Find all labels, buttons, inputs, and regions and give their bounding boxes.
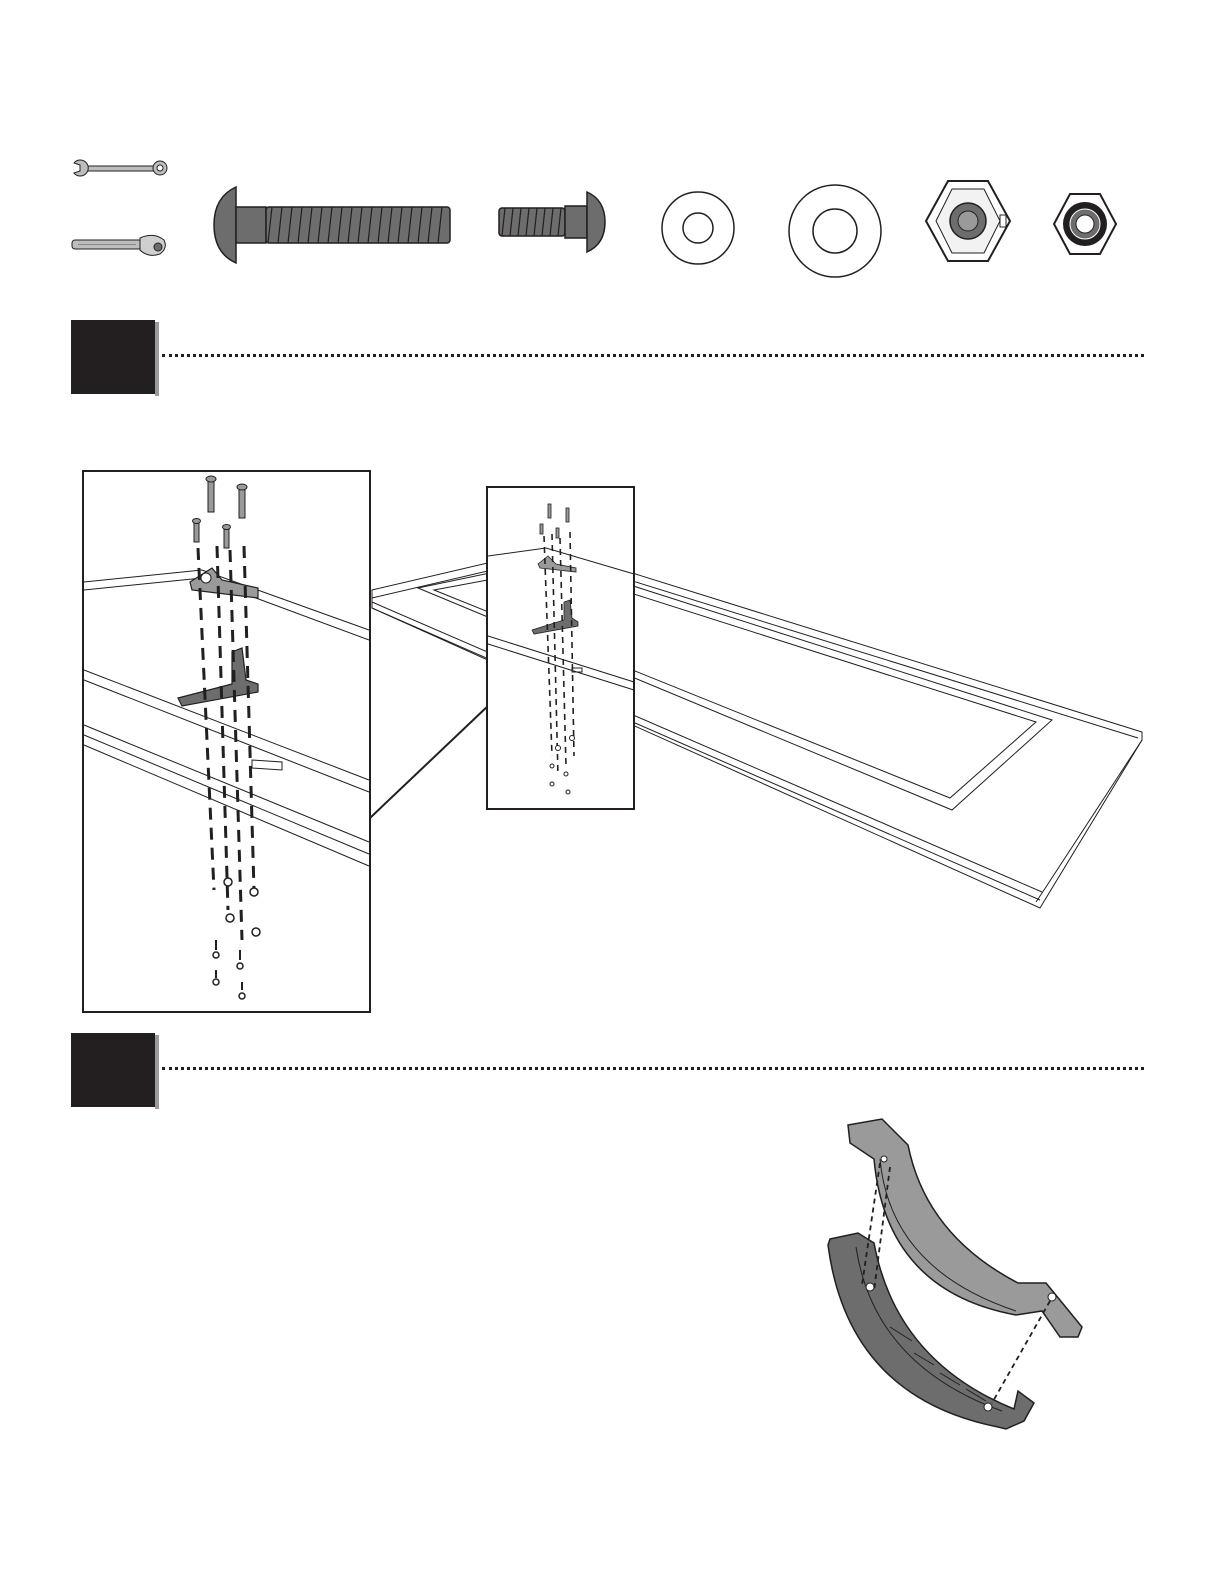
- step-marker-1: [71, 320, 155, 394]
- curved-armrest-parts: [820, 1115, 1090, 1445]
- step-1-divider: [162, 354, 1144, 357]
- small-washer-icon: [660, 190, 736, 266]
- step-2-divider: [162, 1067, 1144, 1070]
- hex-nut-icon: [924, 177, 1012, 265]
- ratchet-icon: [70, 232, 170, 258]
- detail-view-box: [82, 470, 372, 1015]
- overview-box: [486, 486, 636, 812]
- step-marker-2: [71, 1033, 155, 1107]
- lock-nut-icon: [1052, 192, 1118, 256]
- large-washer-icon: [787, 183, 883, 279]
- long-carriage-bolt-icon: [214, 185, 454, 265]
- wrench-icon: [70, 155, 170, 181]
- short-carriage-bolt-icon: [497, 190, 607, 254]
